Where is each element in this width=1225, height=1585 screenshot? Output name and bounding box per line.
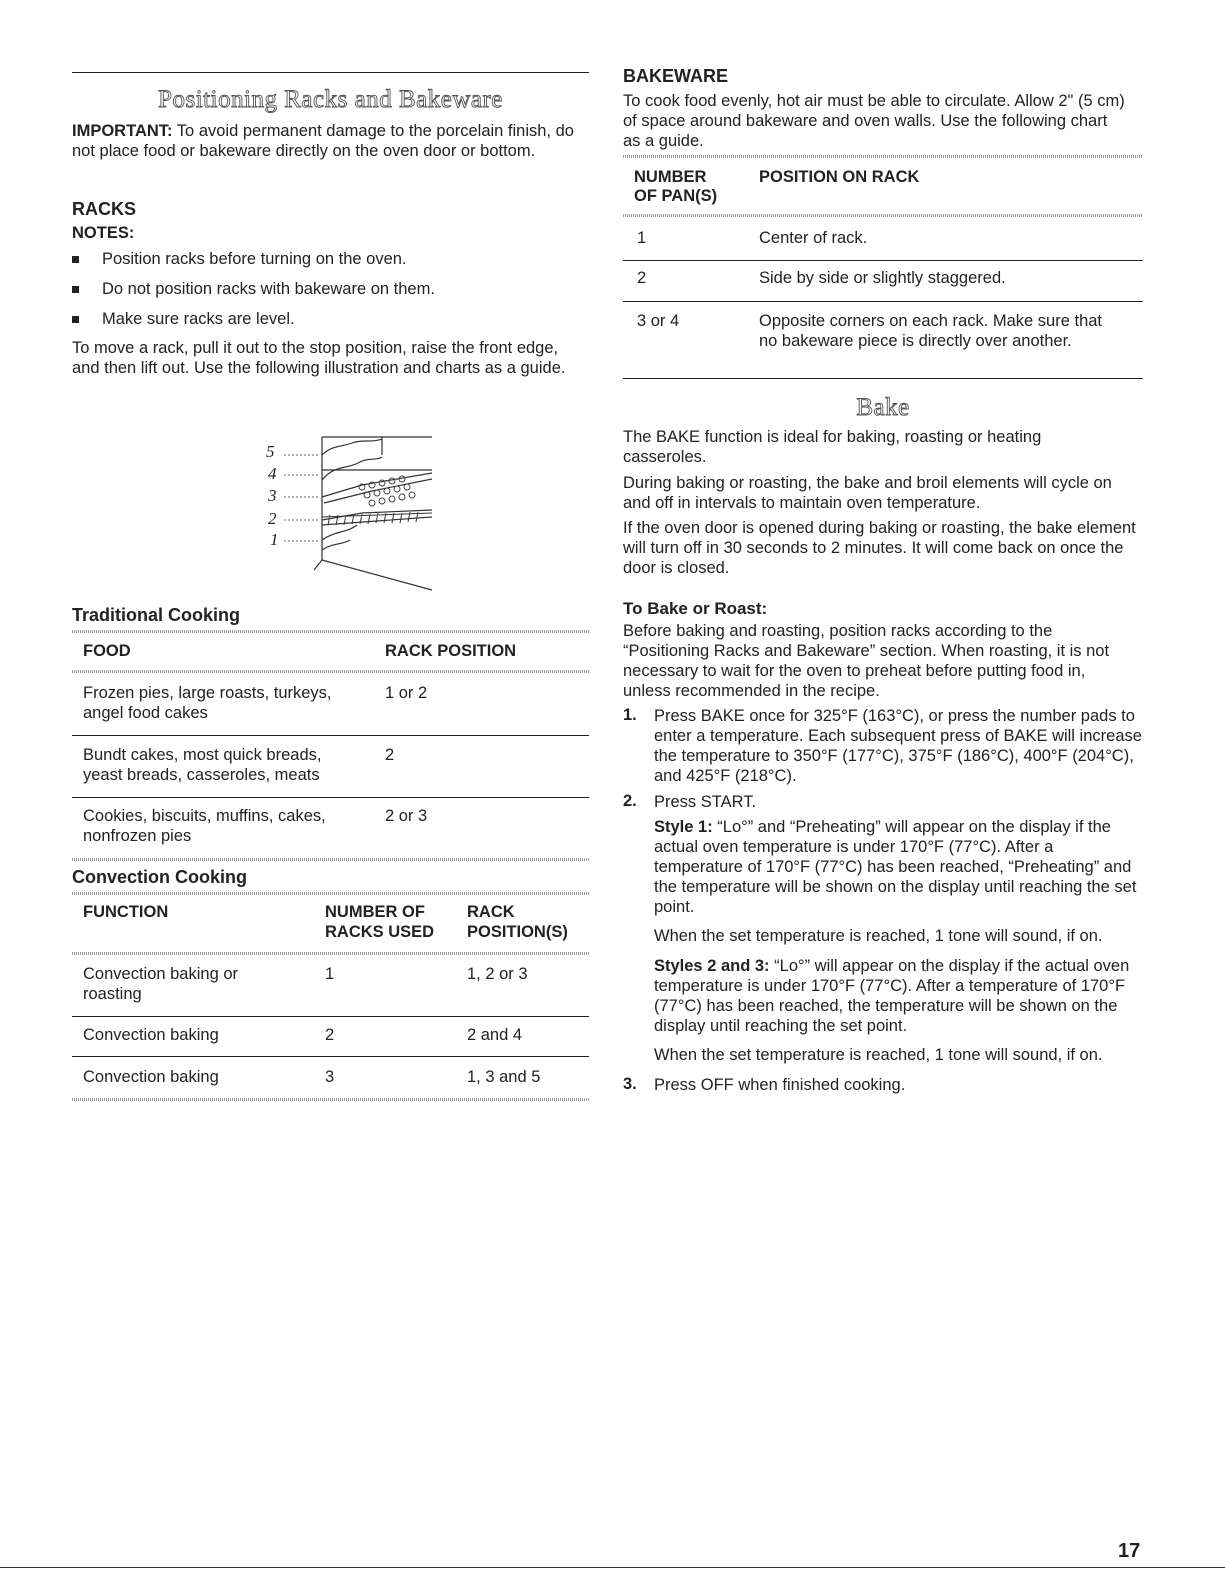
col-number: NUMBER <box>634 168 707 186</box>
style-1-label: Style 1: <box>654 818 713 836</box>
col-rack-position: RACK POSITION <box>385 642 517 660</box>
food-cell: Bundt cakes, most quick breads, <box>83 746 322 764</box>
convection-heading: Convection Cooking <box>72 867 247 887</box>
rack-label-3: 3 <box>268 486 277 505</box>
position-cell: no bakeware piece is directly over another. <box>759 332 1072 350</box>
rack-label-5: 5 <box>266 442 275 461</box>
pan-count-cell: 3 or 4 <box>637 312 680 330</box>
table-rule <box>72 952 589 955</box>
note-text: Do not position racks with bakeware on them. <box>102 280 435 298</box>
col-food: FOOD <box>83 642 131 660</box>
col-rack: RACK <box>467 903 515 921</box>
col-racks-used: RACKS USED <box>325 923 435 941</box>
move-rack-text: To move a rack, pull it out to the stop position, raise the front edge, and then lift out. Use the following illustration and charts as a guide. <box>72 339 566 377</box>
important-label: IMPORTANT: <box>72 122 173 140</box>
food-cell: yeast breads, casseroles, meats <box>83 766 320 784</box>
bullet-icon <box>72 256 79 263</box>
bakeware-intro: To cook food evenly, hot air must be able to circulate. Allow 2" (5 cm) of space around bakeware and oven walls. Use the following chart as a guide. <box>623 92 1125 150</box>
section-rule <box>72 72 589 73</box>
number-cell: 2 <box>325 1026 335 1044</box>
step-2-text: Press START. <box>654 793 757 811</box>
style-1-text <box>654 817 1142 917</box>
table-rule <box>623 155 1143 158</box>
row-divider <box>72 735 589 736</box>
step-number: 2. <box>623 792 637 810</box>
table-row <box>72 806 587 856</box>
position-cell: 1, 2 or 3 <box>467 965 528 983</box>
pan-count-cell: 1 <box>637 229 647 247</box>
bake-paragraph-3: If the oven door is opened during baking or roasting, the bake element will turn off in 30 seconds to 2 minutes. It will come back on once the door is closed. <box>623 519 1136 577</box>
rack-label-1: 1 <box>270 530 279 549</box>
tone-note-2: When the set temperature is reached, 1 tone will sound, if on. <box>654 1046 1103 1064</box>
position-cell: Side by side or slightly staggered. <box>759 269 1006 287</box>
table-row <box>72 964 587 1014</box>
food-cell: nonfrozen pies <box>83 827 192 845</box>
row-divider <box>72 797 589 798</box>
pan-count-cell: 2 <box>637 269 647 287</box>
col-of-pans: OF PAN(S) <box>634 187 718 205</box>
tone-note-1: When the set temperature is reached, 1 tone will sound, if on. <box>654 927 1103 945</box>
bake-paragraph-1: The BAKE function is ideal for baking, roasting or heating casseroles. <box>623 428 1042 466</box>
note-text: Make sure racks are level. <box>102 310 295 328</box>
position-cell: 2 and 4 <box>467 1026 523 1044</box>
table-row <box>72 683 587 733</box>
to-bake-or-roast-heading: To Bake or Roast: <box>623 599 768 618</box>
table-row <box>72 1067 587 1092</box>
note-text: Position racks before turning on the oven. <box>102 250 407 268</box>
row-divider <box>623 301 1143 302</box>
step-1-text: Press BAKE once for 325°F (163°C), or press the number pads to enter a temperature. Each subsequent press of BAKE will increase the temperature to 350°F (177°C), 375°F (186°C), 400°F (204°C), and 425°F (218°C). <box>654 707 1142 785</box>
bake-paragraph-2: During baking or roasting, the bake and broil elements will cycle on and off in intervals to maintain oven temperature. <box>623 474 1112 512</box>
table-row <box>72 745 587 795</box>
section-rule <box>623 378 1143 379</box>
rack-label-4: 4 <box>268 464 277 483</box>
step-number: 3. <box>623 1075 637 1093</box>
rack-cell: 2 <box>385 746 395 764</box>
table-row <box>623 311 1143 356</box>
table-rule <box>72 892 589 895</box>
table-rule <box>72 630 589 633</box>
table-rule <box>72 858 589 861</box>
position-cell: Opposite corners on each rack. Make sure that <box>759 312 1103 330</box>
row-divider <box>72 1056 589 1057</box>
food-cell: Cookies, biscuits, muffins, cakes, <box>83 807 326 825</box>
function-cell: Convection baking or <box>83 965 239 983</box>
oven-rack-illustration <box>262 425 442 600</box>
oven-rack-icon <box>262 425 442 600</box>
section-title-bake: Bake <box>856 394 910 421</box>
col-number-of: NUMBER OF <box>325 903 425 921</box>
col-positions: POSITION(S) <box>467 923 568 941</box>
table-row <box>72 1025 587 1050</box>
step-number: 1. <box>623 706 637 724</box>
rack-cell: 2 or 3 <box>385 807 428 825</box>
number-cell: 1 <box>325 965 335 983</box>
table-rule <box>72 670 589 673</box>
col-function: FUNCTION <box>83 903 169 921</box>
rack-cell: 1 or 2 <box>385 684 428 702</box>
section-title-positioning: Positioning Racks and Bakeware <box>158 86 503 113</box>
function-cell: Convection baking <box>83 1026 219 1044</box>
styles-2-3-body: “Lo°” will appear on the display if the actual oven temperature is under 170°F (77°C). After a temperature of 170°F (77°C) has been reached, the temperature will be shown on the display until reaching the set point. <box>654 957 1130 1035</box>
page-number: 17 <box>1118 1540 1141 1562</box>
traditional-heading: Traditional Cooking <box>72 605 241 625</box>
notes-heading: NOTES: <box>72 224 135 242</box>
bullet-icon <box>72 286 79 293</box>
position-cell: Center of rack. <box>759 229 868 247</box>
function-cell: Convection baking <box>83 1068 219 1086</box>
col-position-on-rack: POSITION ON RACK <box>759 168 920 186</box>
racks-heading: RACKS <box>72 199 137 219</box>
step-3-text: Press OFF when finished cooking. <box>654 1076 906 1094</box>
number-cell: 3 <box>325 1068 335 1086</box>
food-cell: Frozen pies, large roasts, turkeys, <box>83 684 332 702</box>
rack-label-2: 2 <box>268 509 277 528</box>
table-row <box>623 228 1143 253</box>
row-divider <box>623 260 1143 261</box>
table-rule <box>623 214 1143 217</box>
important-text: To avoid permanent damage to the porcelain finish, do not place food or bakeware directly on the oven door or bottom. <box>72 122 574 160</box>
table-rule <box>72 1098 589 1101</box>
styles-2-3-label: Styles 2 and 3: <box>654 957 770 975</box>
food-cell: angel food cakes <box>83 704 208 722</box>
function-cell: roasting <box>83 985 142 1003</box>
row-divider <box>72 1016 589 1017</box>
position-cell: 1, 3 and 5 <box>467 1068 541 1086</box>
bake-roast-intro: Before baking and roasting, position racks according to the “Positioning Racks and Bakeware” section. When roasting, it is not necessary to wait for the oven to preheat before putting food in, unless recommended in the recipe. <box>623 622 1110 700</box>
table-row <box>623 268 1143 293</box>
important-note <box>72 121 587 161</box>
style-1-body: “Lo°” and “Preheating” will appear on the display if the actual oven temperature is under 170°F (77°C). After a temperature of 170°F (77°C) has been reached, “Preheating” and the temperature will be shown on the display until reaching the set point. <box>654 818 1137 916</box>
styles-2-3-text <box>654 956 1142 1036</box>
bullet-icon <box>72 316 79 323</box>
bakeware-heading: BAKEWARE <box>623 66 729 86</box>
bottom-border <box>0 1567 1225 1568</box>
